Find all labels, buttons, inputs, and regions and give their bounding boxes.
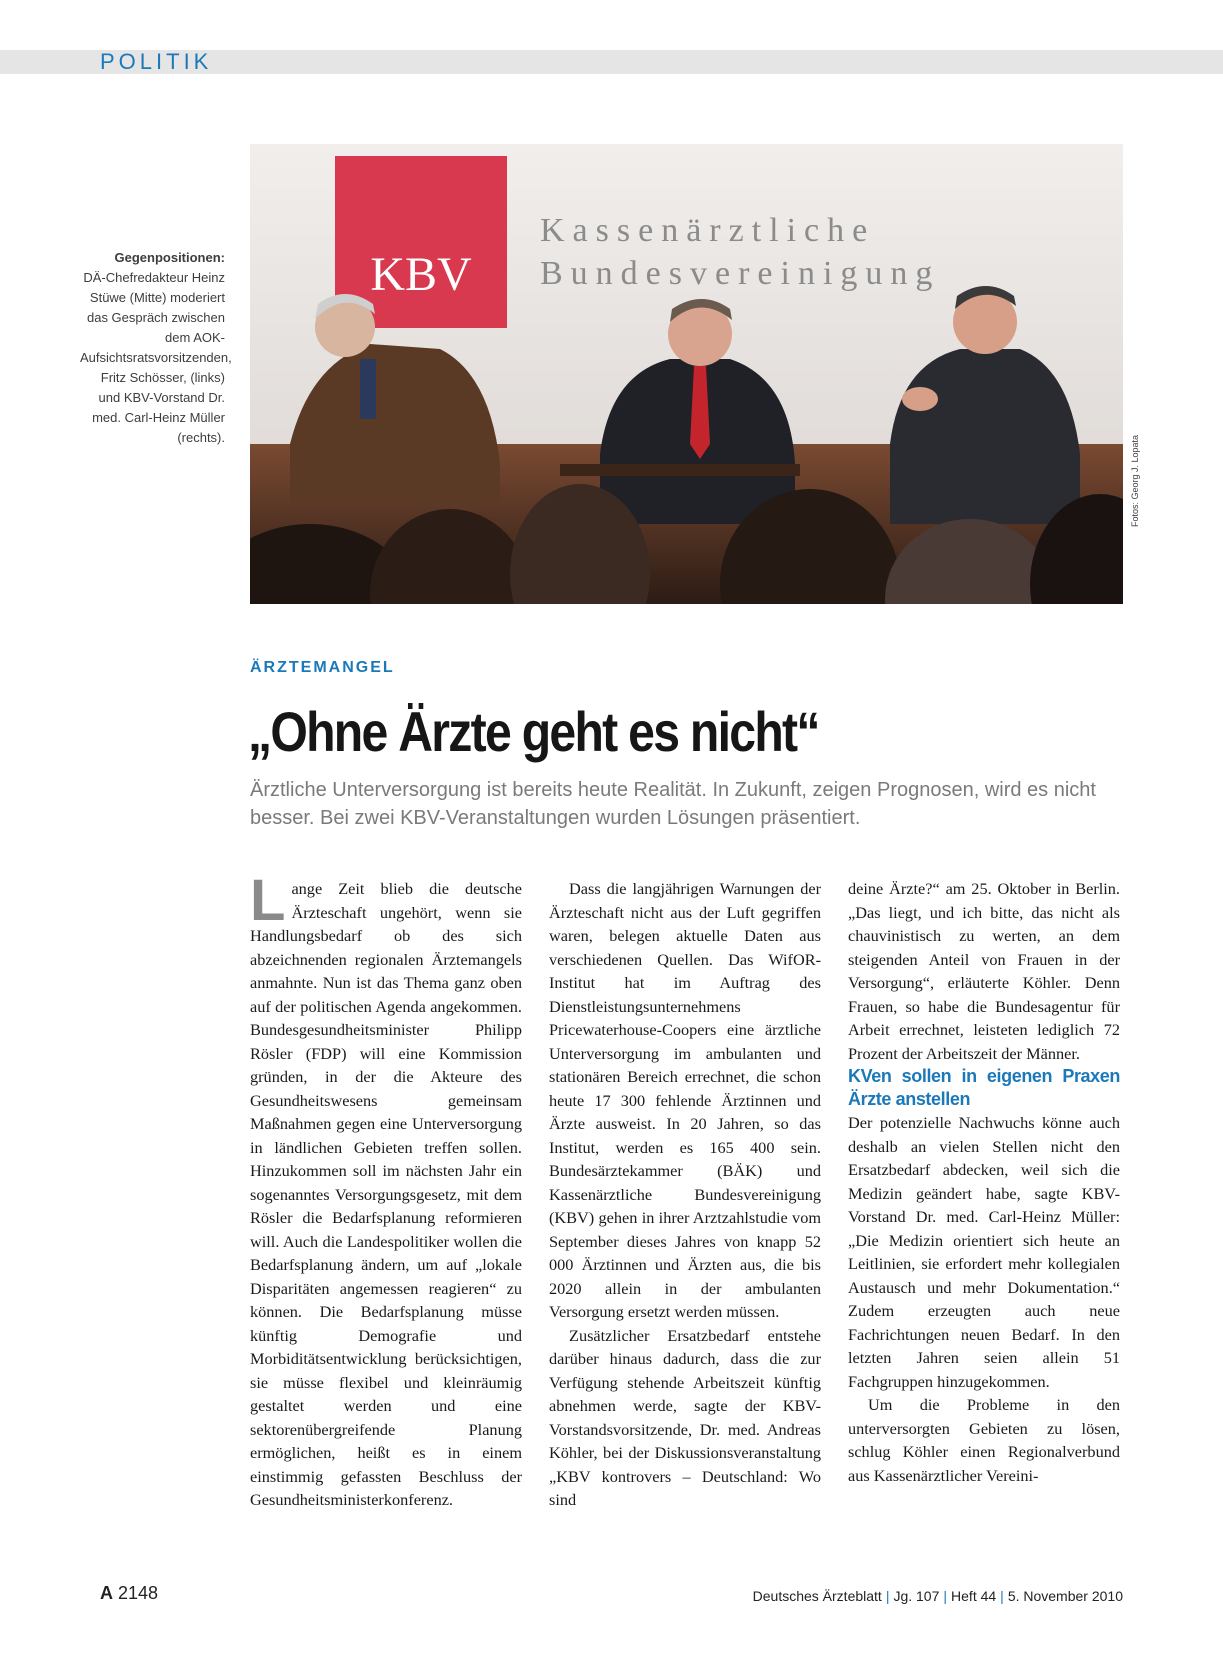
section-label: POLITIK <box>100 49 213 74</box>
panel-discussion-illustration <box>250 144 1123 604</box>
photo-credit: Fotos: Georg J. Lopata <box>1130 434 1140 527</box>
drop-cap: L <box>250 868 286 933</box>
section-subheading: KVen sollen in eigenen Praxen Ärzte anstellen <box>848 1066 1120 1109</box>
volume: Jg. 107 <box>893 1588 940 1604</box>
footer-separator: | <box>943 1588 948 1604</box>
paragraph: ange Zeit blieb die deutsche Ärzteschaft ungehört, wenn sie Handlungsbedarf ob des sich abzeichnenden regionalen Ärztemangels anmahnte. Nun ist das Thema ganz oben auf der politischen Agenda angekommen. Bundesgesundheitsminister Philipp Rösler (FDP) will eine Kommission gründen, in der die Akteure des Gesundheitswesens gemeinsam Maßnahmen gegen eine Unterversorgung in ländlichen Gebieten treffen sollen. Hinzukommen soll im nächsten Jahr ein sogenanntes Versorgungsgesetz, mit dem Rösler die Bedarfsplanung reformieren will. Auch die Landespolitiker wollen die Bedarfsplanung ändern, um auf „lokale Disparitäten angemessen reagieren“ zu können. Die Bedarfsplanung müsse künftig Demografie und Morbiditätsentwicklung berücksichtigen, sie müsse flexibel und kleinräumig gestaltet werden und eine sektorenübergreifende Planung ermöglichen, heißt es in einem einstimmig gefassten Beschluss der Gesundheitsministerkonferenz. <box>250 879 522 1509</box>
paragraph: deine Ärzte?“ am 25. Oktober in Berlin. „Das liegt, und ich bitte, das nicht als chauvinistisch zu werten, an dem steigenden Anteil von Frauen in der Versorgung“, erläuterte Köhler. Denn Frauen, so habe die Bundesagentur für Arbeit errechnet, leisteten lediglich 72 Prozent der Arbeitszeit der Männer. <box>848 879 1120 1063</box>
caption-text: DÄ-Chefredakteur Heinz Stüwe (Mitte) moderiert das Gespräch zwischen dem AOK-Aufsichtsratsvorsitzenden, Fritz Schösser, (links) und KBV-Vorstand Dr. med. Carl-Heinz Müller (rechts). <box>80 270 232 445</box>
issue: Heft 44 <box>951 1588 997 1604</box>
paragraph: Um die Probleme in den unterversorgten Gebieten zu lösen, schlug Köhler einen Regionalverbund aus Kassenärztlicher Vereini- <box>848 1395 1120 1485</box>
photo-caption <box>80 248 232 448</box>
kicker: ÄRZTEMANGEL <box>250 659 395 676</box>
paragraph: Dass die langjährigen Warnungen der Ärzteschaft nicht aus der Luft gegriffen waren, belegen aktuelle Daten aus verschiedenen Quellen. Das WifOR-Institut hat im Auftrag des Dienstleistungsunternehmens Pricewaterhouse-Coopers eine ärztliche Unterversorgung im ambulanten und stationären Bereich errechnet, die schon heute 17 300 fehlende Ärztinnen und Ärzte ausweist. In 20 Jahren, so das Institut, werden es 165 400 sein. Bundesärztekammer (BÄK) und Kassenärztliche Bundesvereinigung (KBV) gehen in ihrer Arztzahlstudie vom September dieses Jahres von knapp 52 000 Ärztinnen und Ärzten aus, die bis 2020 allein in der ambulanten Versorgung ersetzt werden müssen. <box>549 879 821 1321</box>
event-photo <box>250 144 1123 604</box>
publication-footer <box>753 1588 1123 1604</box>
article-column-3 <box>848 877 1120 1487</box>
publication-name: Deutsches Ärzteblatt <box>752 1588 882 1604</box>
headline: „Ohne Ärzte geht es nicht“ <box>248 700 819 763</box>
caption-lead: Gegenpositionen: <box>114 250 225 265</box>
page-number <box>100 1583 158 1604</box>
page-number-value: 2148 <box>118 1583 159 1603</box>
footer-separator: | <box>1000 1588 1004 1604</box>
footer-separator: | <box>885 1588 890 1604</box>
kbv-logo-text: KBV <box>370 248 472 301</box>
banner-line-1: Kassenärztliche <box>540 212 876 249</box>
article-column-2 <box>549 877 821 1512</box>
article-column-1 <box>250 868 522 1512</box>
banner-line-2: Bundesvereinigung <box>540 255 941 292</box>
page-prefix: A <box>100 1583 113 1603</box>
date: 5. November 2010 <box>1007 1588 1123 1604</box>
paragraph: Der potenzielle Nachwuchs könne auch deshalb an vielen Stellen nicht den Ersatzbedarf abdecken, weil sich die Medizin geändert habe, sagte KBV-Vorstand Dr. med. Carl-Heinz Müller: „Die Medizin orientiert sich heute an Leitlinien, sie erfordert mehr kollegialen Austausch und mehr Dokumentation.“ Zudem erzeugten auch neue Fachrichtungen neuen Bedarf. In den letzten Jahren seien allein 51 Fachgruppen hinzugekommen. <box>848 1113 1120 1391</box>
paragraph: Zusätzlicher Ersatzbedarf entstehe darüber hinaus dadurch, dass die zur Verfügung stehende Arbeitszeit künftig abnehmen werde, sagte der KBV-Vorstandsvorsitzende, Dr. med. Andreas Köhler, bei der Diskussionsveranstaltung „KBV kontrovers – Deutschland: Wo sind <box>549 1325 821 1509</box>
subheadline: Ärztliche Unterversorgung ist bereits heute Realität. In Zukunft, zeigen Prognosen, wird es nicht besser. Bei zwei KBV-Veranstaltungen wurden Lösungen präsentiert. <box>250 779 1096 829</box>
